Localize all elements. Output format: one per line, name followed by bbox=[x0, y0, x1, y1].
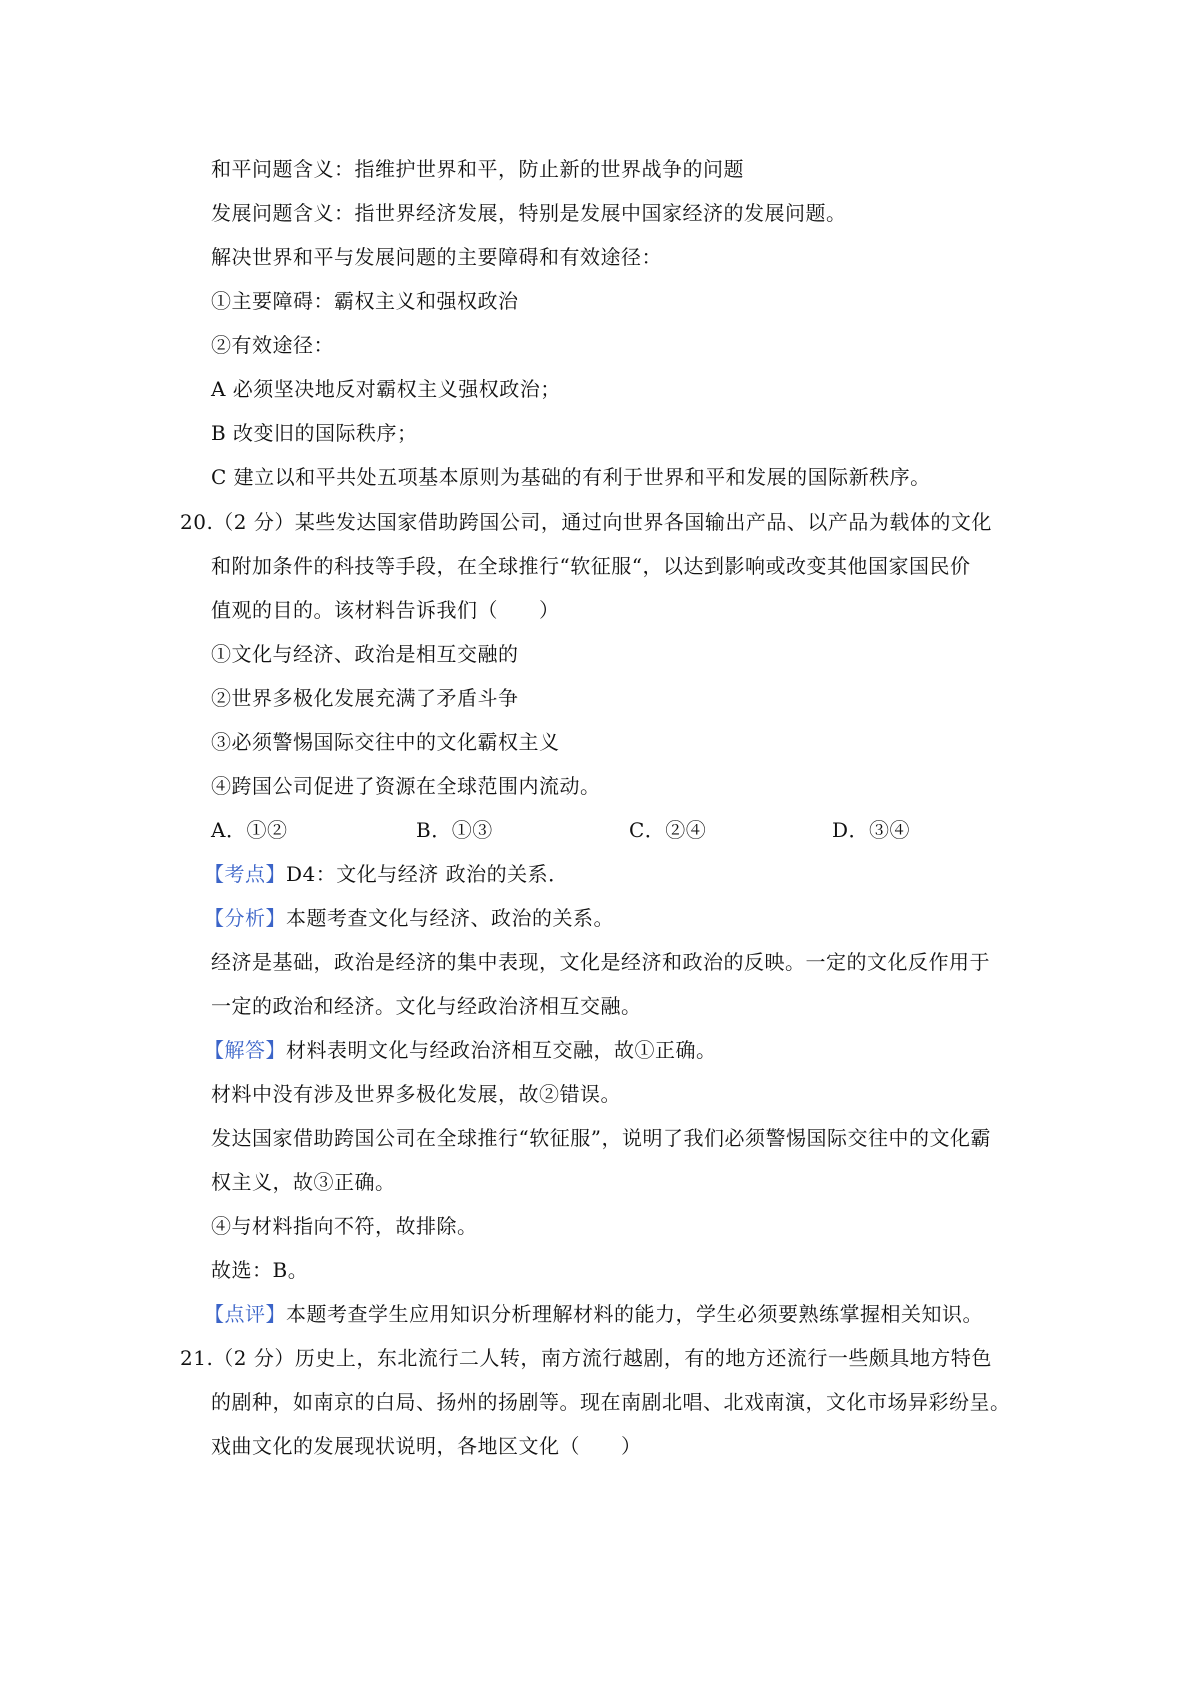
fenxi-body-line: 一定的政治和经济。文化与经政治济相互交融。 bbox=[211, 994, 642, 1018]
text-line: 解决世界和平与发展问题的主要障碍和有效途径： bbox=[211, 245, 662, 269]
jieda-body-line: 材料中没有涉及世界多极化发展，故②错误。 bbox=[211, 1082, 621, 1106]
question-21-stem-line: 的剧种，如南京的白局、扬州的扬剧等。现在南剧北唱、北戏南演，文化市场异彩纷呈。 bbox=[211, 1390, 1011, 1414]
text-line: 和平问题含义：指维护世界和平，防止新的世界战争的问题 bbox=[211, 157, 744, 181]
text-line: ①主要障碍：霸权主义和强权政治 bbox=[211, 289, 519, 313]
text-line: B 改变旧的国际秩序； bbox=[211, 421, 418, 445]
fenxi-line bbox=[204, 905, 614, 931]
jieda-body-line: 故选：B。 bbox=[211, 1258, 309, 1282]
jieda-tag: 【解答】 bbox=[204, 1038, 286, 1062]
statement-item: ①文化与经济、政治是相互交融的 bbox=[211, 642, 519, 666]
option-d: D．③④ bbox=[832, 818, 911, 842]
question-20-stem-line: 值观的目的。该材料告诉我们（ ） bbox=[211, 598, 560, 622]
fenxi-body-line: 经济是基础，政治是经济的集中表现，文化是经济和政治的反映。一定的文化反作用于 bbox=[211, 950, 990, 974]
kaodian-line bbox=[204, 861, 569, 887]
kaodian-text: D4：文化与经济 政治的关系． bbox=[286, 862, 569, 886]
fenxi-text: 本题考查文化与经济、政治的关系。 bbox=[286, 906, 614, 930]
fenxi-tag: 【分析】 bbox=[204, 906, 286, 930]
question-21-stem-line: 21.（2 分）历史上，东北流行二人转，南方流行越剧，有的地方还流行一些颇具地方特色 bbox=[180, 1346, 992, 1370]
jieda-body-line: 发达国家借助跨国公司在全球推行“软征服”，说明了我们必须警惕国际交往中的文化霸 bbox=[211, 1126, 991, 1150]
question-20-stem-line: 和附加条件的科技等手段，在全球推行“软征服“，以达到影响或改变其他国家国民价 bbox=[211, 554, 971, 578]
jieda-body-line: ④与材料指向不符，故排除。 bbox=[211, 1214, 478, 1238]
dianping-tag: 【点评】 bbox=[204, 1302, 286, 1326]
question-20-stem-line: 20.（2 分）某些发达国家借助跨国公司，通过向世界各国输出产品、以产品为载体的文化 bbox=[180, 510, 992, 534]
statement-item: ③必须警惕国际交往中的文化霸权主义 bbox=[211, 730, 560, 754]
text-line: ②有效途径： bbox=[211, 333, 334, 357]
dianping-line bbox=[204, 1301, 983, 1327]
jieda-line bbox=[204, 1037, 717, 1063]
option-a: A．①② bbox=[211, 818, 288, 842]
text-line: C 建立以和平共处五项基本原则为基础的有利于世界和平和发展的国际新秩序。 bbox=[211, 465, 931, 489]
kaodian-tag: 【考点】 bbox=[204, 862, 286, 886]
dianping-text: 本题考查学生应用知识分析理解材料的能力，学生必须要熟练掌握相关知识。 bbox=[286, 1302, 983, 1326]
statement-item: ④跨国公司促进了资源在全球范围内流动。 bbox=[211, 774, 601, 798]
text-line: 发展问题含义：指世界经济发展，特别是发展中国家经济的发展问题。 bbox=[211, 201, 847, 225]
option-b: B．①③ bbox=[416, 818, 493, 842]
question-21-stem-line: 戏曲文化的发展现状说明，各地区文化（ ） bbox=[211, 1434, 642, 1458]
jieda-text: 材料表明文化与经政治济相互交融，故①正确。 bbox=[286, 1038, 717, 1062]
text-line: A 必须坚决地反对霸权主义强权政治； bbox=[211, 377, 561, 401]
statement-item: ②世界多极化发展充满了矛盾斗争 bbox=[211, 686, 519, 710]
jieda-body-line: 权主义，故③正确。 bbox=[211, 1170, 396, 1194]
option-c: C．②④ bbox=[629, 818, 707, 842]
